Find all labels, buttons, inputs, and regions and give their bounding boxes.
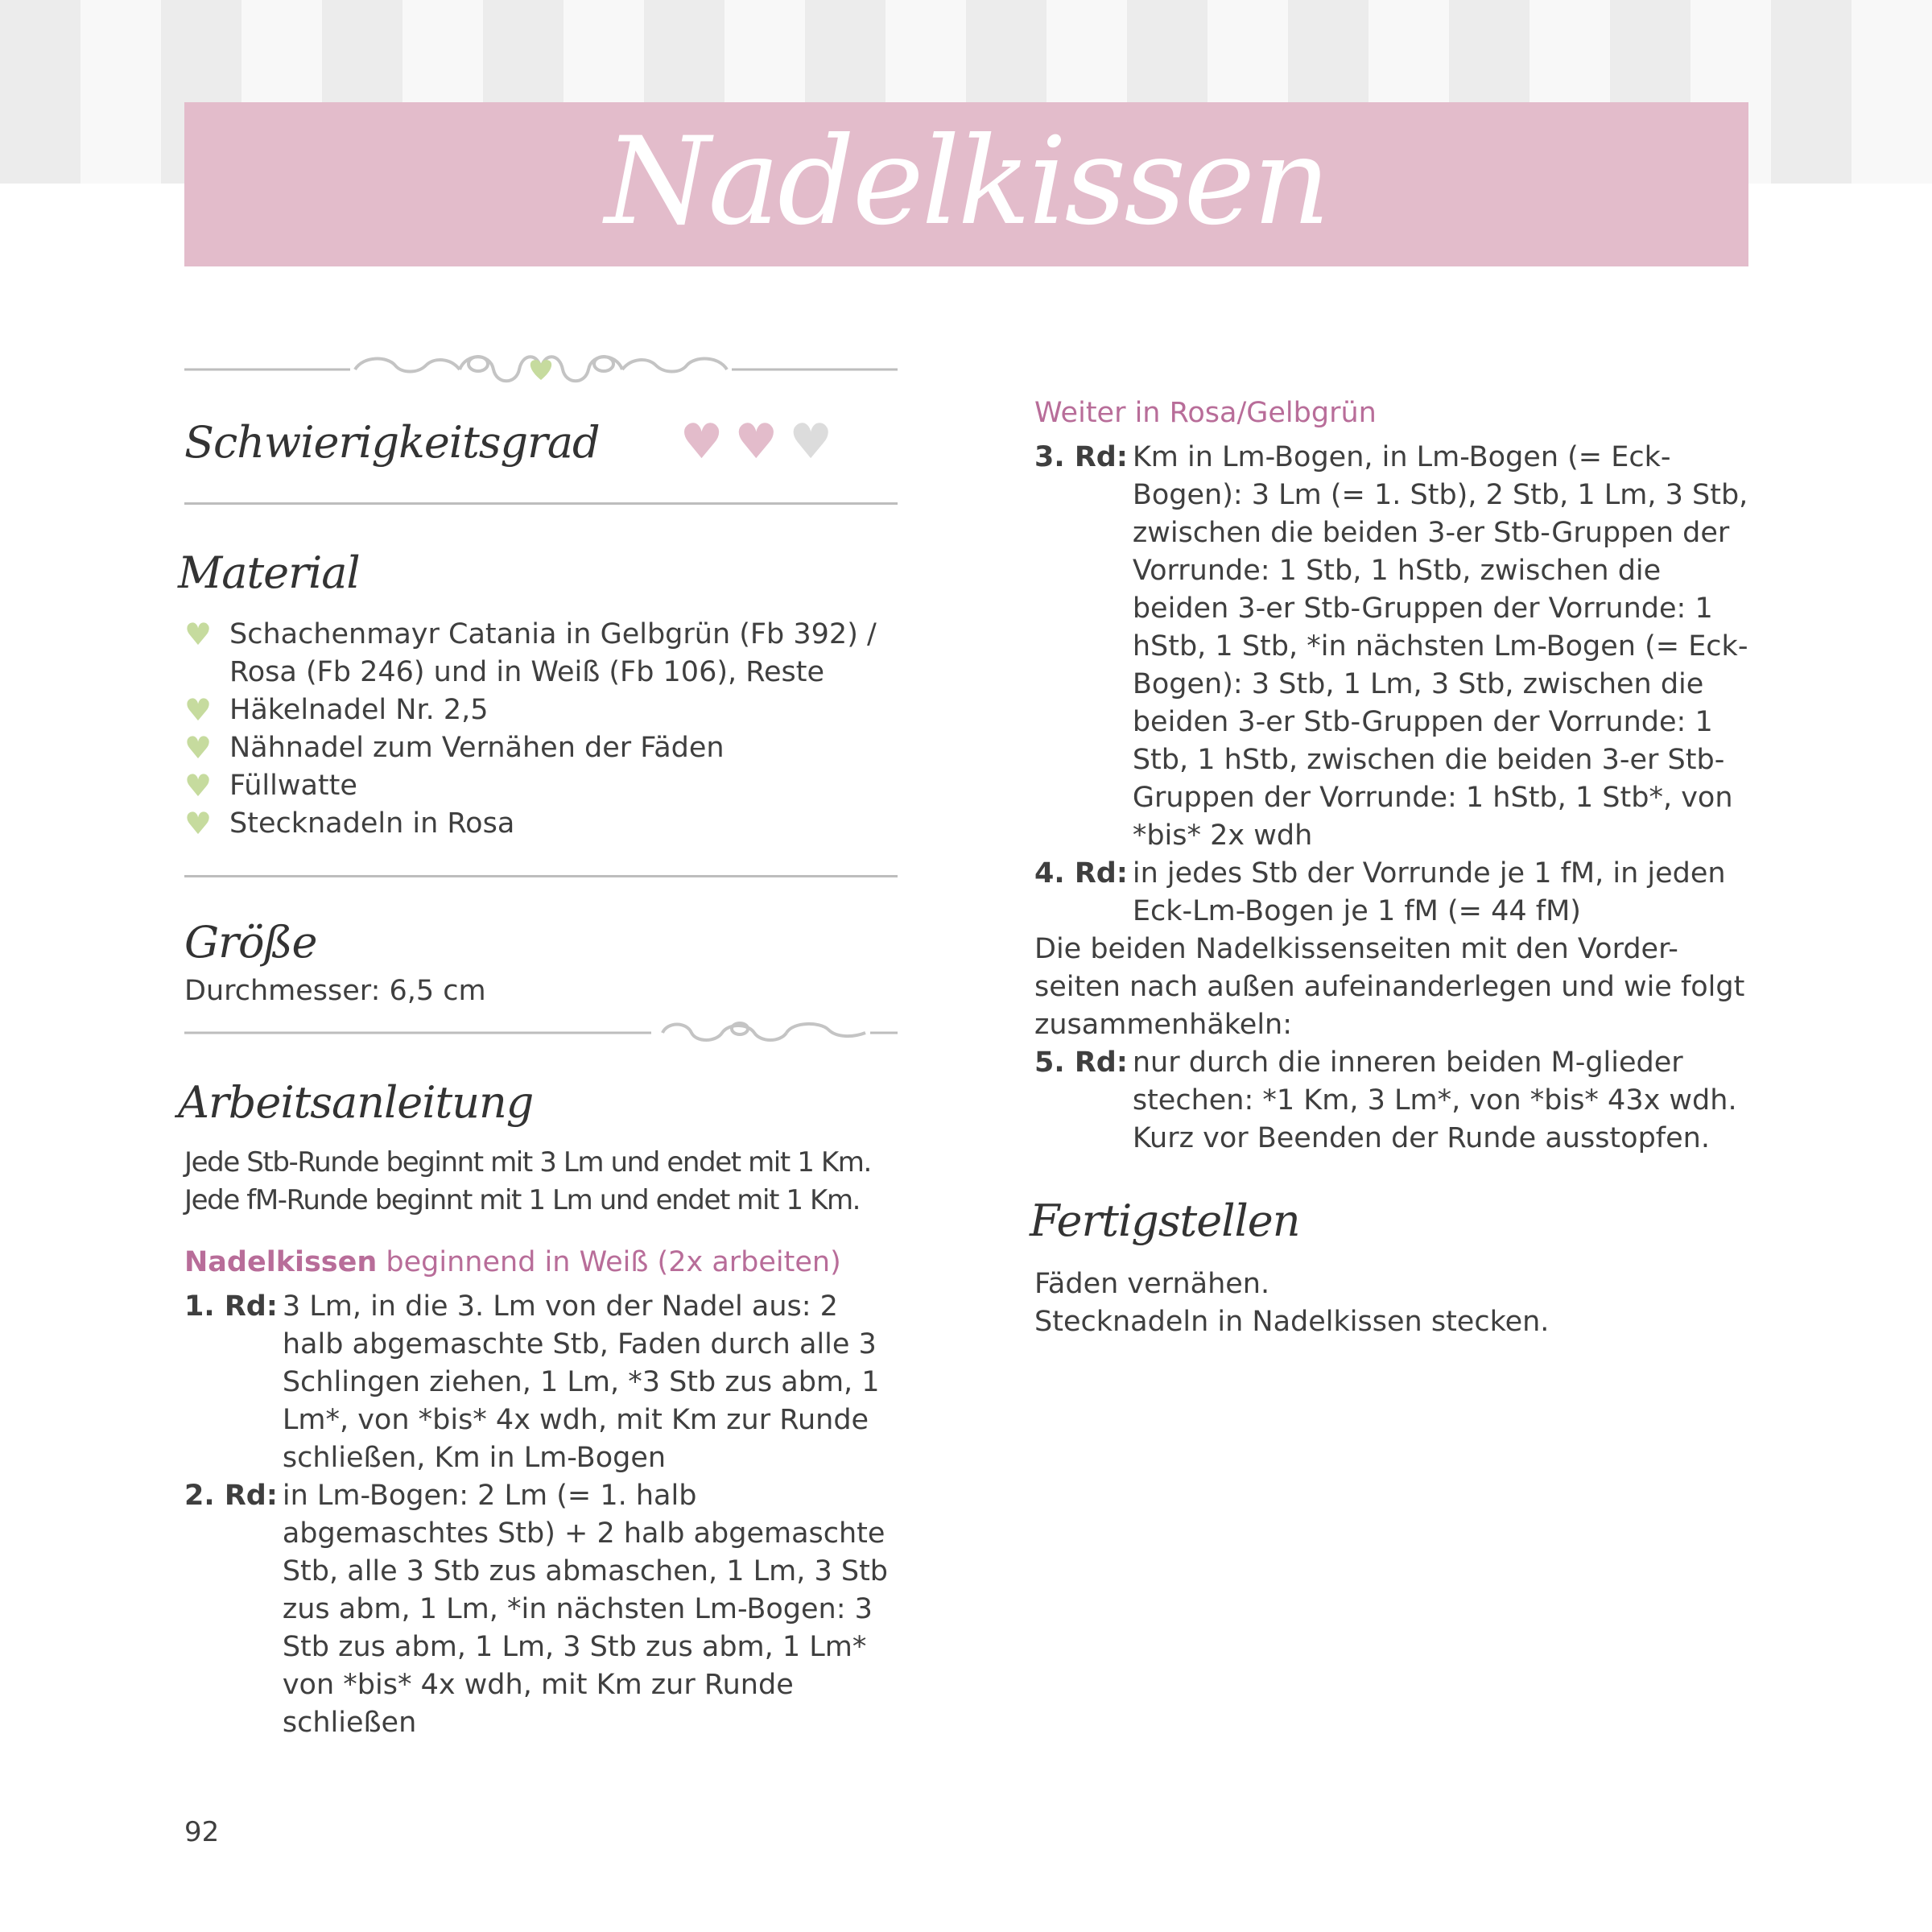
- title-banner: [184, 102, 1748, 266]
- round-4: 4. Rd: in jedes Stb der Vorrunde je 1 fM, in jeden Eck-Lm-Bogen je 1 fM (= 44 fM): [1034, 857, 1726, 927]
- material-heading: Material: [178, 547, 360, 598]
- heart-bullet-icon: ♥: [184, 692, 213, 728]
- page-title: Nadelkissen: [605, 112, 1328, 252]
- list-item: ♥ Schachenmayr Catania in Gelbgrün (Fb 392) / Rosa (Fb 246) und in Weiß (Fb 106), Reste: [184, 617, 877, 688]
- round-5: 5. Rd: nur durch die inneren beiden M-glieder stechen: *1 Km, 3 Lm*, von *bis* 43x wdh. Kurz vor Beenden der Runde ausstopfen.: [1034, 1046, 1737, 1154]
- ornament-divider-top: [184, 338, 898, 398]
- heart-bullet-icon: ♥: [184, 806, 213, 841]
- round-3: 3. Rd: Km in Lm-Bogen, in Lm-Bogen (= Eck-Bogen): 3 Lm (= 1. Stb), 2 Stb, 1 Lm, 3 Stb, zwischen die beiden 3-er Stb-Gruppen der Vorrunde: 1 Stb, 1 hStb, zwischen die beiden 3-er Stb-Gruppen der Vorrunde: 1 hStb, 1 Stb, *in nächsten Lm-Bogen (= Eck-Bogen): 3 Stb, 1 Lm, 3 Stb, zwischen die beiden 3-er Stb-Gruppen der Vorrunde: 1 Stb, 1 hStb, zwischen die beiden 3-er Stb-Gruppen der Vorrunde: 1 hStb, 1 Stb*, von *bis* 2x wdh: [1034, 441, 1748, 852]
- pattern-section-heading: Nadelkissen beginnend in Weiß (2x arbeiten): [184, 1246, 841, 1278]
- size-heading: Größe: [184, 917, 317, 968]
- finishing-text: Fäden vernähen. Stecknadeln in Nadelkissen stecken.: [1034, 1268, 1550, 1338]
- heart-empty-icon: ♥: [789, 414, 833, 470]
- finishing-heading: Fertigstellen: [1030, 1195, 1300, 1246]
- flourish-ornament-icon: [184, 1017, 898, 1049]
- flourish-ornament-icon: [184, 338, 898, 398]
- round-1: 1. Rd: 3 Lm, in die 3. Lm von der Nadel aus: 2 halb abgemaschte Stb, Faden durch alle 3 Schlingen ziehen, 1 Lm, *3 Stb zus abm, 1 Lm*, von *bis* 4x wdh, mit Km zur Runde schließen, Km in Lm-Bogen: [184, 1290, 880, 1474]
- section-divider: [184, 875, 898, 877]
- heart-bullet-icon: ♥: [184, 730, 213, 766]
- ornament-divider-small: [184, 1017, 898, 1049]
- left-column: [178, 338, 898, 1742]
- heart-bullet-icon: ♥: [184, 768, 213, 803]
- material-list: [184, 616, 898, 843]
- page-number: 92: [184, 1816, 220, 1848]
- heart-filled-icon: ♥: [679, 414, 724, 470]
- instructions-heading: Arbeitsanleitung: [178, 1077, 534, 1128]
- list-item: ♥ Nähnadel zum Vernähen der Fäden: [184, 730, 724, 766]
- list-item: ♥ Füllwatte: [184, 768, 357, 803]
- difficulty-heading: Schwierigkeitsgrad: [184, 416, 600, 468]
- list-item: ♥ Stecknadeln in Rosa: [184, 806, 515, 841]
- section-divider: [184, 502, 898, 505]
- right-column: [1030, 394, 1759, 1341]
- difficulty-row: [184, 398, 898, 486]
- intro-text: Jede Stb-Runde beginnt mit 3 Lm und endet mit 1 Km. Jede fM-Runde beginnt mit 1 Lm und endet mit 1 Km.: [184, 1146, 871, 1216]
- continue-heading: Weiter in Rosa/Gelbgrün: [1034, 397, 1377, 429]
- list-item: ♥ Häkelnadel Nr. 2,5: [184, 692, 489, 728]
- heart-filled-icon: ♥: [734, 414, 778, 470]
- size-text: Durchmesser: 6,5 cm: [184, 975, 486, 1007]
- round-2: 2. Rd: in Lm-Bogen: 2 Lm (= 1. halb abgemaschtes Stb) + 2 halb abgemaschte Stb, alle 3 Stb zus abmaschen, 1 Lm, 3 Stb zus abm, 1 Lm, *in nächsten Lm-Bogen: 3 Stb zus abm, 1 Lm, 3 Stb zus abm, 1 Lm* von *bis* 4x wdh, mit Km zur Runde schließen: [184, 1480, 889, 1739]
- heart-bullet-icon: ♥: [184, 617, 213, 652]
- join-instructions: Die beiden Nadelkissenseiten mit den Vorder-seiten nach außen aufeinanderlegen und wie folgt zusammenhäkeln:: [1034, 933, 1745, 1041]
- difficulty-rating: [679, 414, 833, 470]
